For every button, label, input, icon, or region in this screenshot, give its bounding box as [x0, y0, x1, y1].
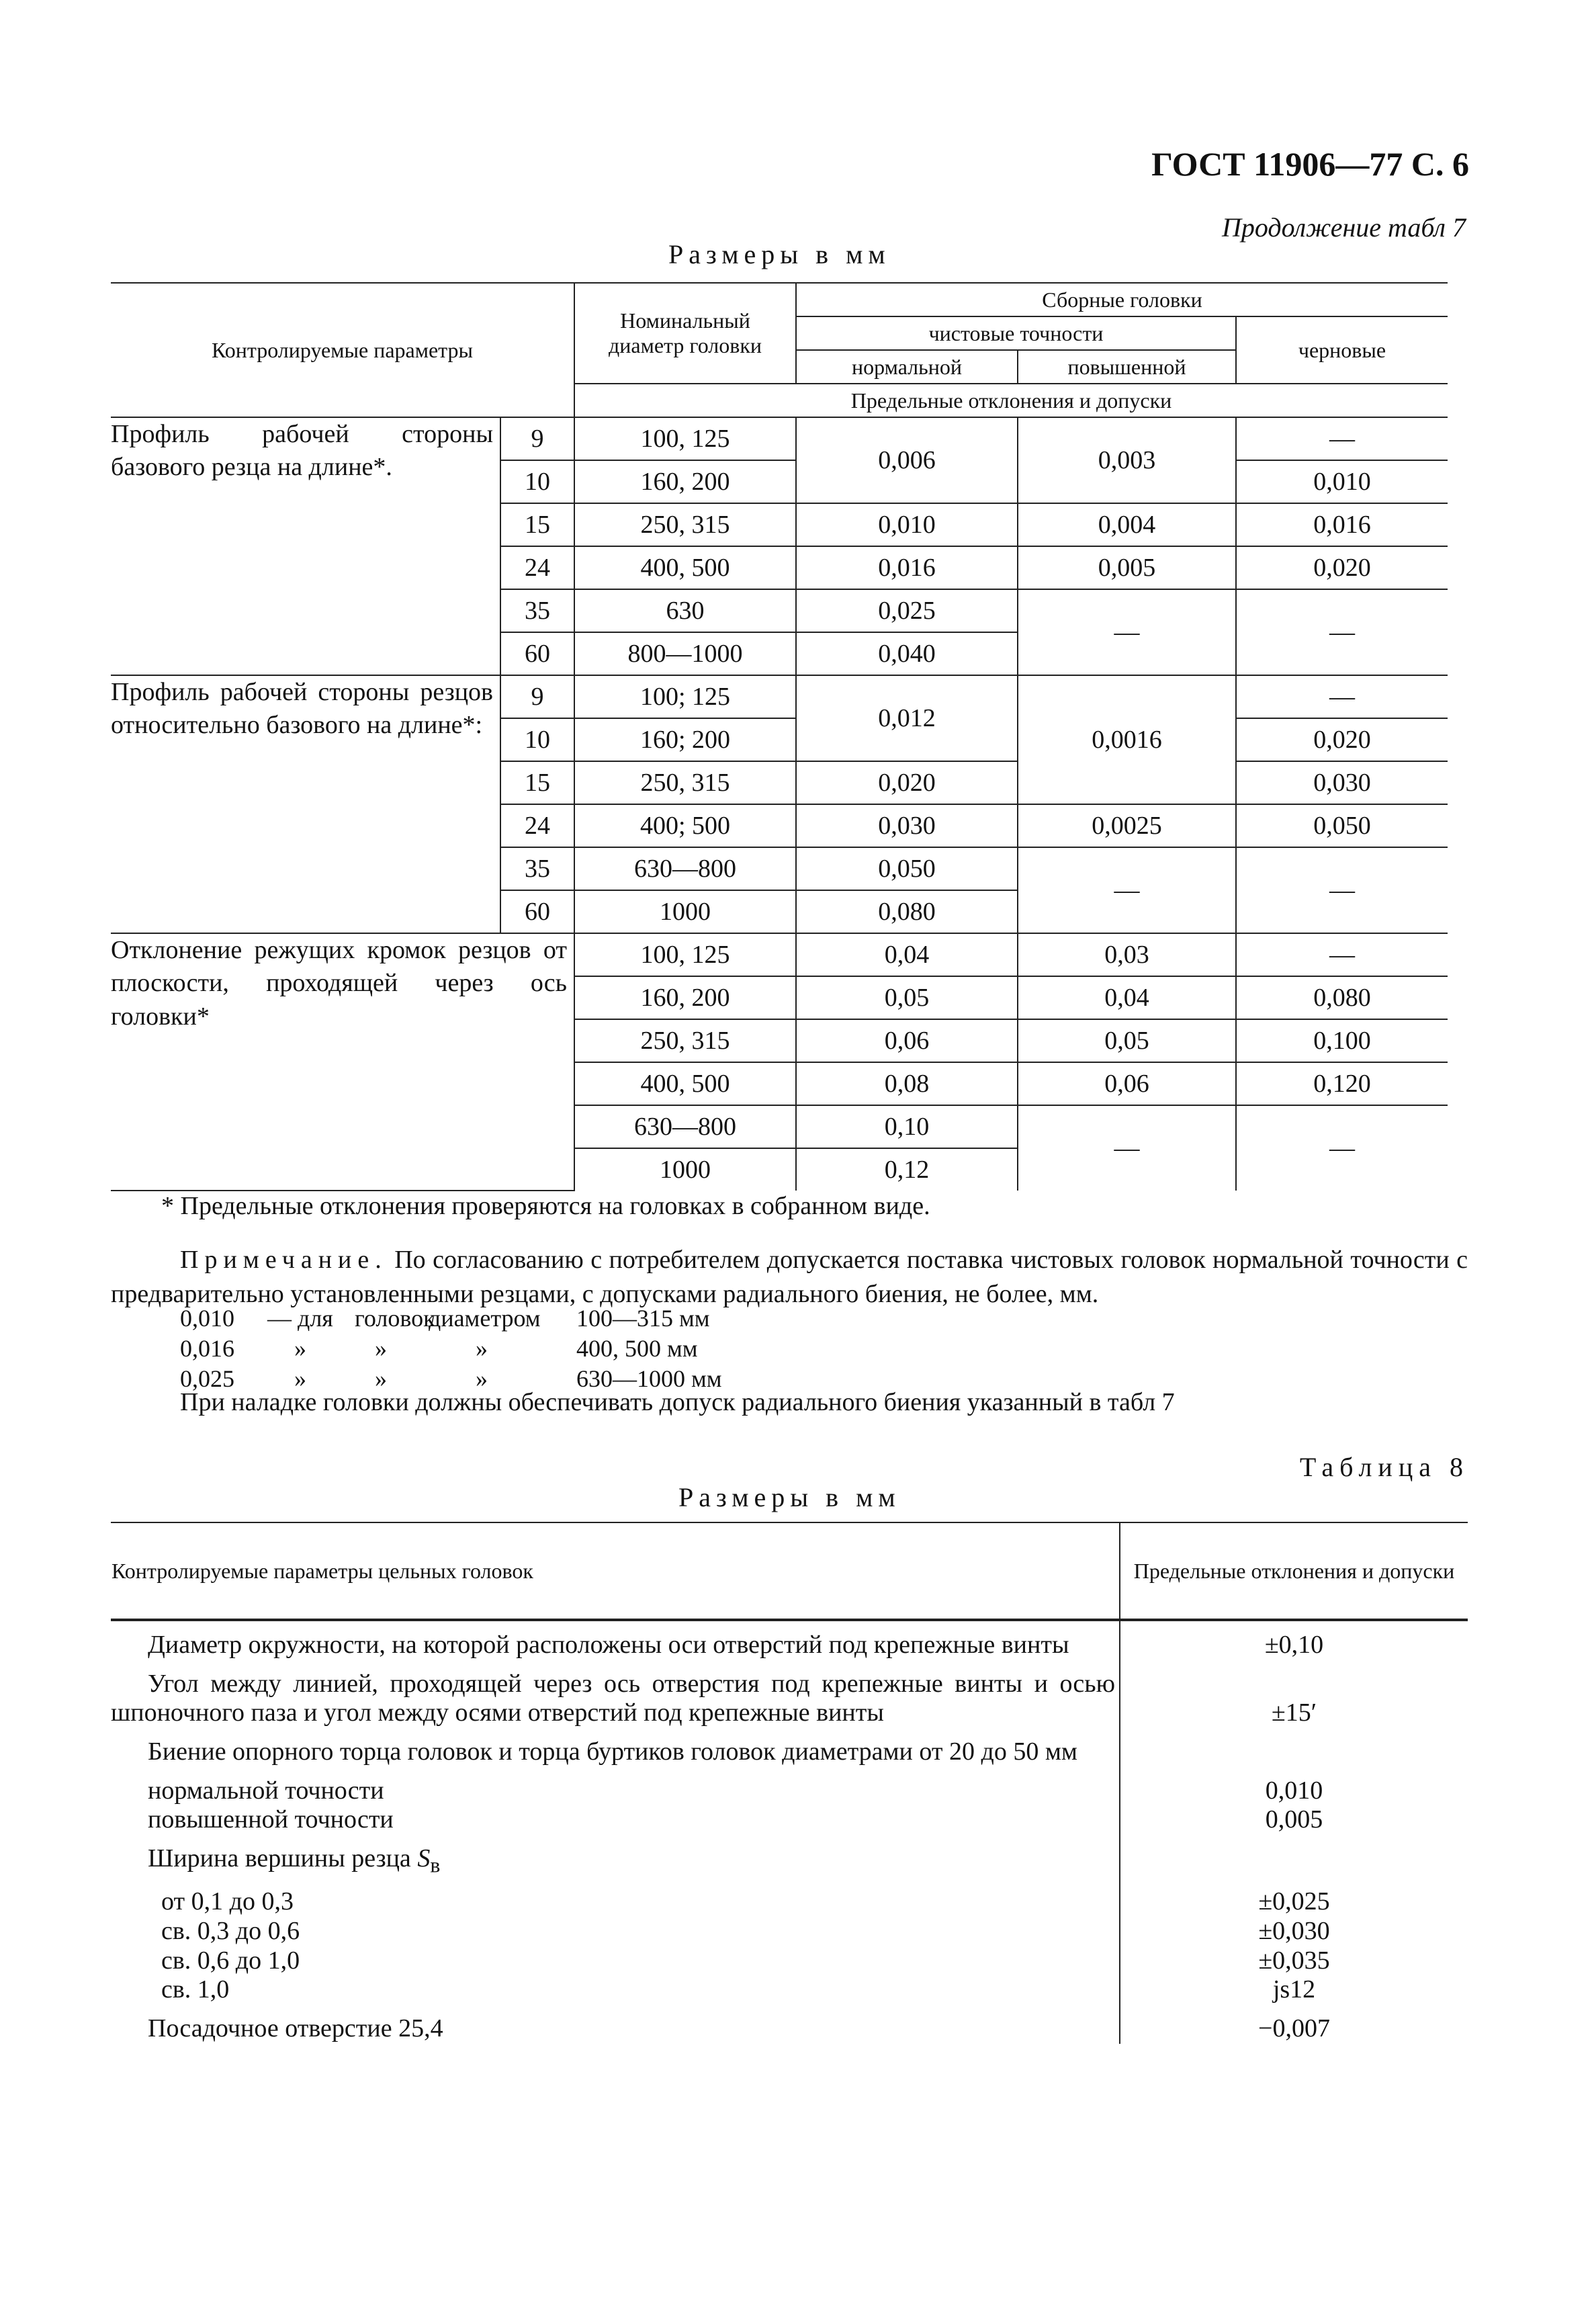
table-row: [111, 1917, 1468, 1946]
param-cell: Угол между линией, проходящей через ось отверстия под крепежные винты и осью шпоночного паза и угол между осями отверстий под крепежные винты: [111, 1660, 1120, 1728]
length-cell: 60: [500, 632, 574, 675]
value-cell: ±0,035: [1258, 1946, 1330, 1975]
ditto-mark: »: [294, 1335, 306, 1362]
normal-cell: 0,080: [796, 890, 1018, 933]
value-cell: −0,007: [1258, 2014, 1330, 2042]
diameter-cell: 250, 315: [574, 503, 796, 546]
header-limits: Предельные отклонения и допуски: [1120, 1522, 1468, 1620]
table-row: [111, 1728, 1468, 1767]
diameter-cell: 400, 500: [574, 546, 796, 589]
rough-cell: —: [1236, 1105, 1448, 1191]
header-params: Контролируемые параметры цельных головок: [111, 1522, 1120, 1620]
ditto-mark: »: [294, 1365, 306, 1392]
increased-cell: 0,05: [1018, 1019, 1236, 1062]
value-cell: 0,010: [1265, 1776, 1323, 1805]
rough-cell: —: [1236, 933, 1448, 976]
length-cell: 24: [500, 546, 574, 589]
value-cell: ±15′: [1271, 1698, 1317, 1727]
normal-cell: 0,08: [796, 1062, 1018, 1105]
value-cell: [1120, 1728, 1468, 1767]
diameter-cell: 1000: [574, 1148, 796, 1191]
rough-cell: —: [1236, 417, 1448, 460]
table7-units-caption: Размеры в мм: [668, 239, 891, 269]
header-nominal-diameter: Номинальный диаметр головки: [574, 283, 796, 384]
normal-cell: 0,050: [796, 847, 1018, 890]
rough-cell: 0,020: [1236, 546, 1448, 589]
diameter-cell: 250, 315: [574, 1019, 796, 1062]
length-cell: 24: [500, 804, 574, 847]
length-cell: 15: [500, 503, 574, 546]
normal-cell: 0,016: [796, 546, 1018, 589]
note-text: По согласованию с потребителем допускается поставка чистовых головок нормальной точности с предварительно установленными резцами, с допусками радиального биения, не более, мм.: [111, 1246, 1468, 1309]
normal-cell: 0,12: [796, 1148, 1018, 1191]
param-cell: св. 0,3 до 0,6: [111, 1917, 1120, 1946]
header-finish-accuracy: чистовые точности: [796, 316, 1236, 350]
table-row: [111, 1767, 1468, 1806]
ditto-mark: »: [375, 1335, 387, 1362]
tolerance-word: головок: [355, 1305, 435, 1332]
param-cell: св. 0,6 до 1,0: [111, 1946, 1120, 1976]
table-row: [111, 1805, 1468, 1835]
symbol: S: [417, 1844, 431, 1873]
tolerance-word: — для: [267, 1305, 333, 1332]
rough-cell: 0,120: [1236, 1062, 1448, 1105]
increased-cell: 0,005: [1018, 546, 1236, 589]
table8: [111, 1522, 1468, 2044]
symbol-subscript: в: [430, 1853, 441, 1877]
tolerance-list: [180, 1303, 722, 1394]
increased-cell: —: [1018, 1105, 1236, 1191]
length-cell: 35: [500, 847, 574, 890]
rough-cell: 0,016: [1236, 503, 1448, 546]
continuation-label: Продолжение табл 7: [1221, 212, 1466, 243]
increased-cell: 0,0025: [1018, 804, 1236, 847]
table7: [111, 282, 1448, 1191]
param-cell: нормальной точности: [111, 1767, 1120, 1806]
table8-units-caption: Размеры в мм: [678, 1482, 901, 1512]
value-cell: 0,005: [1265, 1805, 1323, 1834]
diameter-cell: 630—800: [574, 1105, 796, 1148]
header-assembled: Сборные головки: [796, 283, 1448, 316]
param-cell: Профиль рабочей стороны резцов относительно базового на длине*:: [111, 675, 500, 933]
increased-cell: —: [1018, 589, 1236, 675]
rough-cell: —: [1236, 847, 1448, 933]
increased-cell: 0,004: [1018, 503, 1236, 546]
tolerance-range: 100—315 мм: [576, 1305, 710, 1332]
diameter-cell: 160; 200: [574, 718, 796, 761]
length-cell: 9: [500, 417, 574, 460]
note-label: Примечание.: [180, 1246, 388, 1274]
diameter-cell: 630: [574, 589, 796, 632]
normal-cell: 0,012: [796, 675, 1018, 761]
diameter-cell: 160, 200: [574, 460, 796, 503]
note-paragraph: [111, 1243, 1468, 1312]
diameter-cell: 400; 500: [574, 804, 796, 847]
table8-label: Таблица 8: [1299, 1452, 1469, 1482]
tolerance-word: диаметром: [429, 1305, 541, 1332]
table-row: [111, 1620, 1468, 1660]
header-normal: нормальной: [796, 350, 1018, 384]
rough-cell: 0,010: [1236, 460, 1448, 503]
page-header: ГОСТ 11906—77 С. 6: [1151, 145, 1469, 183]
tolerance-row: [180, 1303, 722, 1334]
normal-cell: 0,04: [796, 933, 1018, 976]
length-cell: 15: [500, 761, 574, 804]
value-cell: [1120, 1835, 1468, 1878]
param-text: Ширина вершины резца: [148, 1844, 411, 1873]
param-cell: повышенной точности: [111, 1805, 1120, 1835]
rough-cell: 0,050: [1236, 804, 1448, 847]
table7-footnote: * Предельные отклонения проверяются на головках в собранном виде.: [161, 1192, 930, 1220]
table-row: [111, 933, 1448, 976]
diameter-cell: 630—800: [574, 847, 796, 890]
diameter-cell: 250, 315: [574, 761, 796, 804]
tolerance-range: 400, 500 мм: [576, 1335, 698, 1362]
header-rough: черновые: [1236, 316, 1448, 384]
length-cell: 10: [500, 718, 574, 761]
increased-cell: 0,03: [1018, 933, 1236, 976]
ditto-mark: »: [476, 1365, 488, 1392]
normal-cell: 0,030: [796, 804, 1018, 847]
increased-cell: 0,003: [1018, 417, 1236, 503]
tolerance-value: 0,025: [180, 1365, 234, 1392]
header-params: Контролируемые параметры: [111, 283, 574, 417]
param-cell: от 0,1 до 0,3: [111, 1878, 1120, 1917]
param-cell: Диаметр окружности, на которой расположены оси отверстий под крепежные винты: [111, 1620, 1120, 1660]
param-cell: св. 1,0: [111, 1975, 1120, 2005]
param-cell: Посадочное отверстие 25,4: [111, 2005, 1120, 2044]
param-cell: Отклонение режущих кромок резцов от плоскости, проходящей через ось головки*: [111, 933, 574, 1191]
diameter-cell: 100; 125: [574, 675, 796, 718]
header-increased: повышенной: [1018, 350, 1236, 384]
tolerance-row: [180, 1334, 722, 1364]
increased-cell: 0,06: [1018, 1062, 1236, 1105]
normal-cell: 0,06: [796, 1019, 1018, 1062]
diameter-cell: 400, 500: [574, 1062, 796, 1105]
normal-cell: 0,10: [796, 1105, 1018, 1148]
tolerance-value: 0,016: [180, 1335, 234, 1362]
param-cell: Профиль рабочей стороны базового резца на длине*.: [111, 417, 500, 675]
value-cell: ±0,030: [1258, 1916, 1330, 1945]
rough-cell: —: [1236, 589, 1448, 675]
ditto-mark: »: [476, 1335, 488, 1362]
table-row: [111, 675, 1448, 718]
rough-cell: 0,030: [1236, 761, 1448, 804]
table-row: [111, 2005, 1468, 2044]
increased-cell: 0,04: [1018, 976, 1236, 1019]
value-cell: ±0,10: [1264, 1631, 1324, 1659]
tolerance-value: 0,010: [180, 1305, 234, 1332]
table-row: [111, 417, 1448, 460]
param-cell: [111, 1835, 1120, 1878]
normal-cell: 0,05: [796, 976, 1018, 1019]
increased-cell: 0,0016: [1018, 675, 1236, 804]
length-cell: 35: [500, 589, 574, 632]
table-row: [111, 1660, 1468, 1728]
table-row: [111, 1946, 1468, 1976]
normal-cell: 0,025: [796, 589, 1018, 632]
normal-cell: 0,040: [796, 632, 1018, 675]
setup-text: При наладке головки должны обеспечивать допуск радиального биения указанный в табл 7: [180, 1388, 1175, 1416]
length-cell: 60: [500, 890, 574, 933]
diameter-cell: 800—1000: [574, 632, 796, 675]
header-limits: Предельные отклонения и допуски: [574, 384, 1448, 417]
normal-cell: 0,006: [796, 417, 1018, 503]
diameter-cell: 100, 125: [574, 933, 796, 976]
ditto-mark: »: [375, 1365, 387, 1392]
value-cell: ±0,025: [1258, 1887, 1330, 1916]
table-row: [111, 1975, 1468, 2005]
normal-cell: 0,010: [796, 503, 1018, 546]
diameter-cell: 1000: [574, 890, 796, 933]
diameter-cell: 100, 125: [574, 417, 796, 460]
value-cell: js12: [1272, 1975, 1316, 2004]
table-row: [111, 1835, 1468, 1878]
length-cell: 9: [500, 675, 574, 718]
rough-cell: 0,020: [1236, 718, 1448, 761]
table-row: [111, 1878, 1468, 1917]
diameter-cell: 160, 200: [574, 976, 796, 1019]
rough-cell: 0,100: [1236, 1019, 1448, 1062]
length-cell: 10: [500, 460, 574, 503]
param-cell: Биение опорного торца головок и торца буртиков головок диаметрами от 20 до 50 мм: [111, 1728, 1120, 1767]
normal-cell: 0,020: [796, 761, 1018, 804]
increased-cell: —: [1018, 847, 1236, 933]
rough-cell: 0,080: [1236, 976, 1448, 1019]
rough-cell: —: [1236, 675, 1448, 718]
tolerance-range: 630—1000 мм: [576, 1365, 722, 1392]
